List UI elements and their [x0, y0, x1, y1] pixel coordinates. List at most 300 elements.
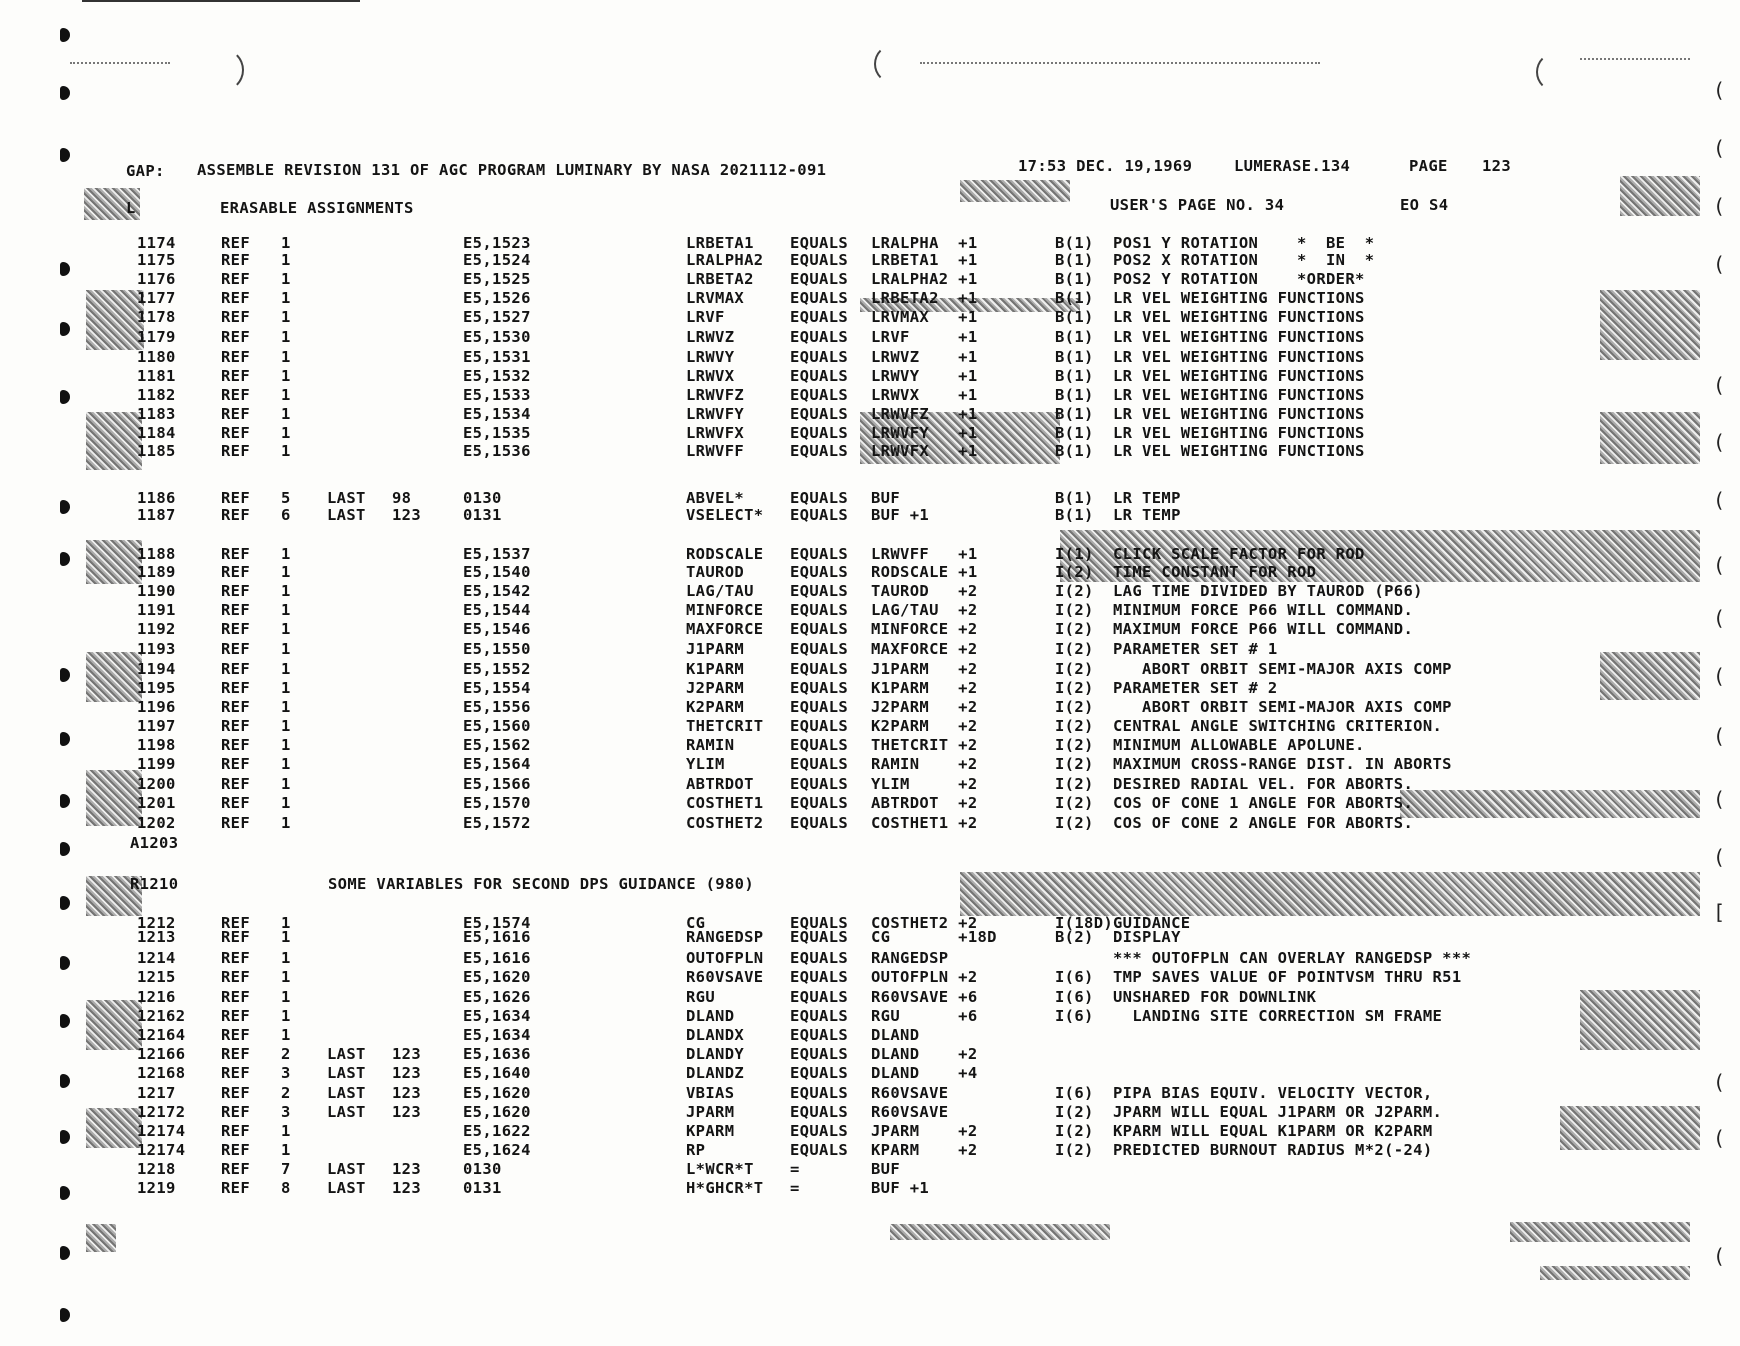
row-addr: E5,1533 [463, 386, 531, 404]
row-comment: COS OF CONE 2 ANGLE FOR ABORTS. [1113, 814, 1414, 832]
margin-mark: ( [1713, 664, 1726, 688]
row-op: = [790, 1179, 800, 1197]
margin-mark: ( [1713, 373, 1726, 397]
row-n: 1 [281, 794, 291, 812]
row-comment: LAG TIME DIVIDED BY TAUROD (P66) [1113, 582, 1423, 600]
row-operand: DLAND [871, 1026, 920, 1044]
row-ref: REF [221, 424, 251, 442]
row-num: 12166 [137, 1045, 186, 1063]
row-n: 1 [281, 270, 291, 288]
row-scale: B(1) [1055, 270, 1094, 288]
row-comment: LR VEL WEIGHTING FUNCTIONS [1113, 348, 1365, 366]
row-n: 5 [281, 489, 291, 507]
row-num: 12168 [137, 1064, 186, 1082]
row-addr: E5,1620 [463, 968, 531, 986]
margin-mark: [ [1713, 900, 1726, 924]
row-op: EQUALS [790, 545, 849, 563]
row-operand: LRALPHA2 +1 [871, 270, 978, 288]
row-n: 1 [281, 660, 291, 678]
row-op: EQUALS [790, 660, 849, 678]
row-operand: RODSCALE +1 [871, 563, 978, 581]
row-num: 1219 [137, 1179, 176, 1197]
scan-noise [1400, 790, 1700, 818]
row-operand: THETCRIT +2 [871, 736, 978, 754]
row-n: 1 [281, 405, 291, 423]
row-op: EQUALS [790, 582, 849, 600]
section-title: ERASABLE ASSIGNMENTS [220, 199, 414, 217]
row-num: 1218 [137, 1160, 176, 1178]
row-sym: ABVEL* [686, 489, 745, 507]
row-comment: *** OUTOFPLN CAN OVERLAY RANGEDSP *** [1113, 949, 1472, 967]
row-ref: REF [221, 1179, 251, 1197]
row-comment: MINIMUM ALLOWABLE APOLUNE. [1113, 736, 1365, 754]
row-ref: REF [221, 1160, 251, 1178]
row-op: EQUALS [790, 988, 849, 1006]
row-op: EQUALS [790, 442, 849, 460]
scan-noise [1560, 1106, 1700, 1150]
row-scale: I(2) [1055, 1141, 1094, 1159]
row-ref: REF [221, 1103, 251, 1121]
margin-mark: ( [1713, 430, 1726, 454]
row-comment: JPARM WILL EQUAL J1PARM OR J2PARM. [1113, 1103, 1443, 1121]
row-sym: H*GHCR*T [686, 1179, 764, 1197]
row-last: LAST [327, 1064, 366, 1082]
row-num: 1212 [137, 914, 176, 932]
row-comment: ABORT ORBIT SEMI-MAJOR AXIS COMP [1113, 660, 1452, 678]
row-num: 1181 [137, 367, 176, 385]
row-sym: DLANDX [686, 1026, 745, 1044]
row-operand: LRALPHA +1 [871, 234, 978, 252]
row-comment: MAXIMUM CROSS-RANGE DIST. IN ABORTS [1113, 755, 1452, 773]
row-scale: I(6) [1055, 1084, 1094, 1102]
row-addr: E5,1556 [463, 698, 531, 716]
row-op: EQUALS [790, 289, 849, 307]
row-scale: B(1) [1055, 506, 1094, 524]
feed-hole [60, 732, 70, 746]
eo-label: EO S4 [1400, 196, 1449, 214]
feed-hole [60, 1130, 70, 1144]
row-sym: LRWVFZ [686, 386, 745, 404]
row-ref: REF [221, 755, 251, 773]
margin-mark: ( [1713, 194, 1726, 218]
row-comment: LR VEL WEIGHTING FUNCTIONS [1113, 289, 1365, 307]
row-ref: REF [221, 234, 251, 252]
row-num: 1195 [137, 679, 176, 697]
scan-noise [86, 770, 142, 826]
row-num: 1196 [137, 698, 176, 716]
row-addr: E5,1542 [463, 582, 531, 600]
row-addr: E5,1566 [463, 775, 531, 793]
row-op: EQUALS [790, 308, 849, 326]
row-operand: CG +18D [871, 928, 997, 946]
row-ref: REF [221, 928, 251, 946]
row-operand: LRBETA1 +1 [871, 251, 978, 269]
row-n: 1 [281, 234, 291, 252]
row-scale: I(2) [1055, 698, 1094, 716]
row-addr: E5,1534 [463, 405, 531, 423]
margin-mark: ( [1713, 787, 1726, 811]
row-addr: E5,1540 [463, 563, 531, 581]
assembly-title: ASSEMBLE REVISION 131 OF AGC PROGRAM LUMINARY BY NASA 2021112-091 [197, 161, 827, 179]
row-ref: REF [221, 601, 251, 619]
row-comment: LR VEL WEIGHTING FUNCTIONS [1113, 328, 1365, 346]
row-lnum: 123 [392, 1084, 422, 1102]
row-comment: KPARM WILL EQUAL K1PARM OR K2PARM [1113, 1122, 1433, 1140]
row-ref: REF [221, 1026, 251, 1044]
row-sym: LRWVFF [686, 442, 745, 460]
scan-noise [86, 540, 142, 584]
row-comment: TMP SAVES VALUE OF POINTVSM THRU R51 [1113, 968, 1462, 986]
margin-mark: ( [1713, 1070, 1726, 1094]
users-page: USER'S PAGE NO. 34 [1110, 196, 1285, 214]
row-sym: J2PARM [686, 679, 745, 697]
row-op: EQUALS [790, 679, 849, 697]
row-operand: DLAND +2 [871, 1045, 978, 1063]
row-scale: B(1) [1055, 234, 1094, 252]
row-operand: ABTRDOT +2 [871, 794, 978, 812]
row-scale: I(2) [1055, 775, 1094, 793]
row-addr: E5,1536 [463, 442, 531, 460]
row-op: EQUALS [790, 1122, 849, 1140]
row-addr: E5,1526 [463, 289, 531, 307]
row-scale: I(2) [1055, 736, 1094, 754]
row-ref: REF [221, 736, 251, 754]
row-num: 1200 [137, 775, 176, 793]
row-operand: COSTHET2 +2 [871, 914, 978, 932]
row-num: 1186 [137, 489, 176, 507]
row-ref: REF [221, 289, 251, 307]
page-label: PAGE [1409, 157, 1448, 175]
row-op: EQUALS [790, 775, 849, 793]
feed-hole [60, 1186, 70, 1200]
row-n: 1 [281, 814, 291, 832]
row-op: EQUALS [790, 1103, 849, 1121]
row-scale: B(1) [1055, 424, 1094, 442]
row-sym: RANGEDSP [686, 928, 764, 946]
row-operand: LRWVFZ +1 [871, 405, 978, 423]
row-comment: POS2 Y ROTATION *ORDER* [1113, 270, 1365, 288]
row-comment: PREDICTED BURNOUT RADIUS M*2(-24) [1113, 1141, 1433, 1159]
row-addr: 0131 [463, 1179, 502, 1197]
row-addr: E5,1535 [463, 424, 531, 442]
feed-hole [60, 552, 70, 566]
row-sym: OUTOFPLN [686, 949, 764, 967]
row-num: 1194 [137, 660, 176, 678]
scan-noise [86, 1224, 116, 1252]
row-num: A1203 [130, 834, 179, 852]
scan-noise [960, 180, 1070, 202]
margin-mark: ( [1713, 252, 1726, 276]
row-sym: JPARM [686, 1103, 735, 1121]
margin-mark: ( [1713, 136, 1726, 160]
scan-noise [890, 1224, 1110, 1240]
row-scale: B(1) [1055, 328, 1094, 346]
row-addr: E5,1564 [463, 755, 531, 773]
row-ref: REF [221, 348, 251, 366]
row-addr: E5,1550 [463, 640, 531, 658]
timestamp: 17:53 DEC. 19,1969 [1018, 157, 1193, 175]
row-sym: LRWVY [686, 348, 735, 366]
row-sym: K1PARM [686, 660, 745, 678]
row-last: LAST [327, 1160, 366, 1178]
row-ref: REF [221, 367, 251, 385]
row-operand: JPARM +2 [871, 1122, 978, 1140]
row-comment: PARAMETER SET # 1 [1113, 640, 1278, 658]
row-n: 3 [281, 1103, 291, 1121]
row-addr: E5,1554 [463, 679, 531, 697]
row-addr: E5,1546 [463, 620, 531, 638]
row-scale: I(2) [1055, 582, 1094, 600]
row-sym: LRVF [686, 308, 725, 326]
row-ref: REF [221, 660, 251, 678]
row-addr: 0130 [463, 489, 502, 507]
row-addr: 0130 [463, 1160, 502, 1178]
row-addr: E5,1530 [463, 328, 531, 346]
row-scale: I(2) [1055, 679, 1094, 697]
row-scale: I(2) [1055, 755, 1094, 773]
row-scale: B(1) [1055, 405, 1094, 423]
row-num: 12174 [137, 1122, 186, 1140]
row-addr: E5,1620 [463, 1103, 531, 1121]
row-lnum: 123 [392, 1160, 422, 1178]
row-ref: REF [221, 545, 251, 563]
row-sym: MAXFORCE [686, 620, 764, 638]
feed-hole [60, 322, 70, 336]
row-n: 1 [281, 717, 291, 735]
row-scale: I(2) [1055, 814, 1094, 832]
row-sym: VBIAS [686, 1084, 735, 1102]
row-scale: B(1) [1055, 489, 1094, 507]
row-num: 1191 [137, 601, 176, 619]
row-n: 2 [281, 1084, 291, 1102]
row-sym: DLANDZ [686, 1064, 745, 1082]
row-addr: E5,1634 [463, 1007, 531, 1025]
scan-noise [1600, 290, 1700, 360]
row-n: 1 [281, 386, 291, 404]
row-ref: REF [221, 914, 251, 932]
row-n: 1 [281, 328, 291, 346]
row-comment: PARAMETER SET # 2 [1113, 679, 1278, 697]
row-comment: TIME CONSTANT FOR ROD [1113, 563, 1317, 581]
row-n: 1 [281, 640, 291, 658]
scan-noise [1540, 1266, 1690, 1280]
scan-noise [86, 412, 142, 470]
row-num: 1202 [137, 814, 176, 832]
row-num: R1210 [130, 875, 179, 893]
row-ref: REF [221, 640, 251, 658]
row-comment: MAXIMUM FORCE P66 WILL COMMAND. [1113, 620, 1414, 638]
scan-noise [1600, 412, 1700, 464]
row-scale: B(1) [1055, 367, 1094, 385]
row-comment: LR VEL WEIGHTING FUNCTIONS [1113, 442, 1365, 460]
row-num: 1177 [137, 289, 176, 307]
row-addr: E5,1531 [463, 348, 531, 366]
row-op: EQUALS [790, 328, 849, 346]
feed-hole [60, 390, 70, 404]
scan-dots [1580, 58, 1690, 62]
row-n: 1 [281, 582, 291, 600]
row-op: EQUALS [790, 601, 849, 619]
row-addr: E5,1537 [463, 545, 531, 563]
row-operand: RANGEDSP [871, 949, 949, 967]
row-operand: J2PARM +2 [871, 698, 978, 716]
row-operand: LRVMAX +1 [871, 308, 978, 326]
scan-dots [920, 62, 1320, 66]
row-comment: ABORT ORBIT SEMI-MAJOR AXIS COMP [1113, 698, 1452, 716]
row-operand: J1PARM +2 [871, 660, 978, 678]
row-addr: 0131 [463, 506, 502, 524]
row-comment: LR VEL WEIGHTING FUNCTIONS [1113, 308, 1365, 326]
row-op: EQUALS [790, 814, 849, 832]
row-sym: RODSCALE [686, 545, 764, 563]
row-num: 1180 [137, 348, 176, 366]
row-comment: LR TEMP [1113, 506, 1181, 524]
row-ref: REF [221, 988, 251, 1006]
row-op: EQUALS [790, 367, 849, 385]
row-lnum: 123 [392, 1103, 422, 1121]
row-addr: E5,1636 [463, 1045, 531, 1063]
row-num: 1197 [137, 717, 176, 735]
row-comment: CENTRAL ANGLE SWITCHING CRITERION. [1113, 717, 1443, 735]
row-addr: E5,1524 [463, 251, 531, 269]
row-sym: KPARM [686, 1122, 735, 1140]
row-sym: TAUROD [686, 563, 745, 581]
row-op: EQUALS [790, 755, 849, 773]
row-operand: R60VSAVE [871, 1084, 949, 1102]
scan-arc [874, 44, 914, 84]
row-sym: RAMIN [686, 736, 735, 754]
row-sym: COSTHET1 [686, 794, 764, 812]
row-n: 1 [281, 949, 291, 967]
row-comment: LR VEL WEIGHTING FUNCTIONS [1113, 386, 1365, 404]
feed-hole [60, 1246, 70, 1260]
row-scale: I(2) [1055, 1103, 1094, 1121]
row-op: EQUALS [790, 405, 849, 423]
row-n: 1 [281, 545, 291, 563]
margin-mark: ( [1713, 488, 1726, 512]
scan-noise [1580, 990, 1700, 1050]
row-comment: UNSHARED FOR DOWNLINK [1113, 988, 1317, 1006]
row-comment: LANDING SITE CORRECTION SM FRAME [1113, 1007, 1443, 1025]
row-scale: I(2) [1055, 620, 1094, 638]
row-comment: LR VEL WEIGHTING FUNCTIONS [1113, 405, 1365, 423]
row-n: 1 [281, 1026, 291, 1044]
row-operand: BUF +1 [871, 506, 930, 524]
row-sym: RP [686, 1141, 706, 1159]
row-addr: E5,1525 [463, 270, 531, 288]
row-ref: REF [221, 698, 251, 716]
row-operand: MINFORCE +2 [871, 620, 978, 638]
row-num: 1189 [137, 563, 176, 581]
row-operand: LRVF +1 [871, 328, 978, 346]
row-n: 1 [281, 442, 291, 460]
row-last: LAST [327, 506, 366, 524]
row-operand: OUTOFPLN +2 [871, 968, 978, 986]
row-n: 6 [281, 506, 291, 524]
row-n: 1 [281, 988, 291, 1006]
row-sym: MINFORCE [686, 601, 764, 619]
row-ref: REF [221, 563, 251, 581]
row-ref: REF [221, 1045, 251, 1063]
row-scale: I(18D) [1055, 914, 1114, 932]
row-num: 1199 [137, 755, 176, 773]
row-addr: E5,1634 [463, 1026, 531, 1044]
row-scale: I(2) [1055, 563, 1094, 581]
row-scale: I(2) [1055, 640, 1094, 658]
row-op: EQUALS [790, 1064, 849, 1082]
row-ref: REF [221, 949, 251, 967]
row-addr: E5,1640 [463, 1064, 531, 1082]
row-n: 1 [281, 679, 291, 697]
row-scale: B(1) [1055, 251, 1094, 269]
row-n: 1 [281, 968, 291, 986]
row-comment: LR TEMP [1113, 489, 1181, 507]
row-ref: REF [221, 1007, 251, 1025]
row-num: 1175 [137, 251, 176, 269]
feed-hole [60, 896, 70, 910]
row-scale: I(6) [1055, 1007, 1094, 1025]
scan-noise [1510, 1222, 1690, 1242]
row-n: 8 [281, 1179, 291, 1197]
scan-arc [1536, 52, 1576, 92]
row-op: EQUALS [790, 251, 849, 269]
row-operand: KPARM +2 [871, 1141, 978, 1159]
row-num: 1185 [137, 442, 176, 460]
row-num: 1183 [137, 405, 176, 423]
row-operand: LRWVZ +1 [871, 348, 978, 366]
row-addr: E5,1574 [463, 914, 531, 932]
row-op: EQUALS [790, 717, 849, 735]
row-operand: K2PARM +2 [871, 717, 978, 735]
row-comment: POS1 Y ROTATION * BE * [1113, 234, 1375, 252]
feed-hole [60, 1014, 70, 1028]
row-lnum: 98 [392, 489, 412, 507]
row-addr: E5,1622 [463, 1122, 531, 1140]
row-n: 1 [281, 620, 291, 638]
row-num: 1215 [137, 968, 176, 986]
row-ref: REF [221, 814, 251, 832]
margin-mark: ( [1713, 724, 1726, 748]
subheader-marker: L [126, 199, 136, 217]
row-n: 1 [281, 348, 291, 366]
scan-noise [960, 872, 1700, 916]
row-num: 1179 [137, 328, 176, 346]
row-op: = [790, 1160, 800, 1178]
row-addr: E5,1620 [463, 1084, 531, 1102]
row-op: EQUALS [790, 1084, 849, 1102]
row-addr: E5,1570 [463, 794, 531, 812]
row-num: 1178 [137, 308, 176, 326]
feed-hole [60, 500, 70, 514]
row-n: 1 [281, 736, 291, 754]
row-n: 1 [281, 424, 291, 442]
scan-noise [86, 290, 144, 350]
row-ref: REF [221, 405, 251, 423]
row-op: EQUALS [790, 234, 849, 252]
row-op: EQUALS [790, 1026, 849, 1044]
row-comment: LR VEL WEIGHTING FUNCTIONS [1113, 367, 1365, 385]
row-num: 1198 [137, 736, 176, 754]
row-op: EQUALS [790, 563, 849, 581]
row-op: EQUALS [790, 1007, 849, 1025]
row-last: LAST [327, 489, 366, 507]
row-op: EQUALS [790, 1045, 849, 1063]
row-n: 1 [281, 251, 291, 269]
row-operand: DLAND +4 [871, 1064, 978, 1082]
row-num: 1182 [137, 386, 176, 404]
row-num: 12162 [137, 1007, 186, 1025]
row-ref: REF [221, 968, 251, 986]
